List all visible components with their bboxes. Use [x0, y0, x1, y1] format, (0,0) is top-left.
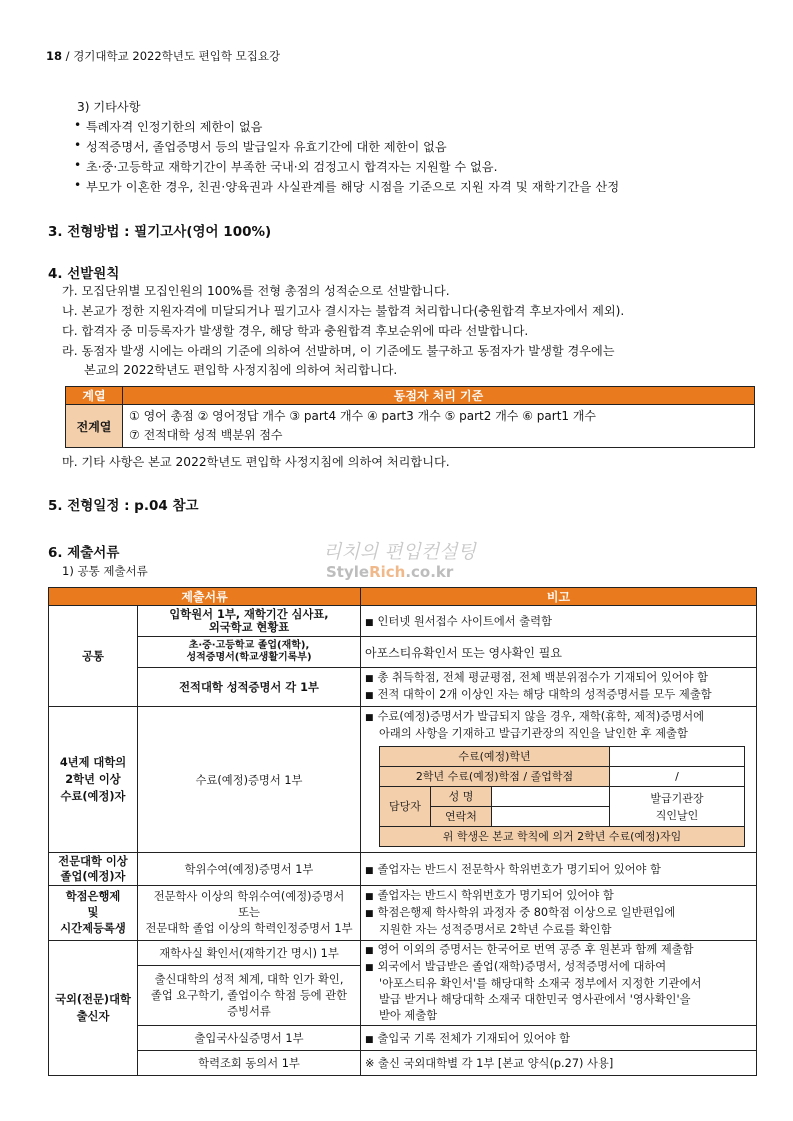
- col-remarks: 비고: [361, 588, 757, 606]
- doc-credit-bank: 전문학사 이상의 학위수여(예정)증명서 또는 전문대학 졸업 이상의 학력인정증명서 1부: [138, 886, 361, 941]
- form-credits: 2학년 수료(예정)학점 / 졸업학점: [380, 767, 610, 787]
- note-credit-bank: ■ 졸업자는 반드시 학위번호가 명기되어 있어야 함 ■ 학점은행제 학사학위 과정자 중 80학점 이상으로 일반편입에 지원한 자는 성적증명서로 2학년 수료를 확인함: [361, 886, 757, 941]
- doc-immigration-cert: 출입국사실증명서 1부: [138, 1026, 361, 1051]
- note-immigration-cert: ■ 출입국 기록 전체가 기재되어 있어야 함: [361, 1026, 757, 1051]
- form-statement: 위 학생은 본교 학칙에 의거 2학년 수료(예정)자임: [380, 827, 745, 847]
- category-common: 공통: [49, 606, 138, 707]
- criteria-cell: [123, 405, 755, 448]
- tie-break-table: [65, 386, 755, 448]
- section-3-title: 3. 전형방법 : 필기고사(영어 100%): [48, 224, 272, 240]
- doc-prev-transcript: 전적대학 성적증명서 각 1부: [138, 668, 361, 707]
- form-seal: 발급기관장 직인날인: [610, 787, 745, 827]
- other-item-4: • 부모가 이혼한 경우, 친권·양육권과 사실관계를 해당 시점을 기준으로 지원 자격 및 재학기간을 산정: [86, 178, 619, 195]
- completion-form-table: [379, 746, 745, 847]
- sec4-item-da: 다. 합격자 중 미등록자가 발생할 경우, 해당 학과 충원합격 후보순위에 따라 선발합니다.: [62, 324, 529, 338]
- doc-application: 입학원서 1부, 재학기간 심사표, 외국학교 현황표: [138, 606, 361, 637]
- note-foreign-docs: ■ 영어 이외의 증명서는 한국어로 번역 공증 후 원본과 함께 제출함 ■ 외국에서 발급받은 졸업(재학)증명서, 성적증명서에 대하여 '아포스티유 확인서'를 해당대학 소재국 정부에서 지정한 기관에서 발급 받거나 해당대학 소재국 대한민국 영사관에서 '영사확인'을 받아 제출함: [361, 941, 757, 1026]
- section-6-title: 6. 제출서류: [48, 545, 120, 561]
- doc-degree-cert: 학위수여(예정)증명서 1부: [138, 853, 361, 886]
- form-name: 성 명: [431, 787, 492, 807]
- sec4-item-na: 나. 본교가 정한 지원자격에 미달되거나 필기고사 결시자는 불합격 처리합니다(충원합격 후보자에서 제외).: [62, 304, 625, 318]
- other-item-1: • 특례자격 인정기한의 제한이 없음: [86, 118, 262, 135]
- page-number: 18: [46, 49, 63, 63]
- col-criteria: 동점자 처리 기준: [123, 387, 755, 405]
- category-junior-college: 전문대학 이상 졸업(예정)자: [49, 853, 138, 886]
- note-prev-transcript: ■ 총 취득학점, 전체 평균평점, 전체 백분위점수가 기재되어 있어야 함 ■ 전적 대학이 2개 이상인 자는 해당 대학의 성적증명서를 모두 제출함: [361, 668, 757, 707]
- category-foreign: 국외(전문)대학 출신자: [49, 941, 138, 1076]
- page-header: [46, 48, 280, 64]
- doc-school-records: 초·중·고등학교 졸업(재학), 성적증명서(학교생활기록부): [138, 637, 361, 668]
- col-field: 계열: [66, 387, 123, 405]
- note-consent-form: ※ 출신 국외대학별 각 1부 [본교 양식(p.27) 사용]: [361, 1051, 757, 1076]
- watermark-text: 리치의 편입컨설팅: [323, 541, 476, 563]
- section-4-title: 4. 선발원칙: [48, 266, 120, 282]
- doc-university-proof: 출신대학의 성적 체계, 대학 인가 확인, 졸업 요구학기, 졸업이수 학점 등에 관한 증빙서류: [138, 966, 361, 1026]
- criteria-line-2: ⑦ 전적대학 성적 백분위 점수: [129, 428, 283, 442]
- section-5-title: 5. 전형일정 : p.04 참고: [48, 498, 199, 514]
- header-separator: /: [65, 49, 70, 63]
- other-heading: 3) 기타사항: [77, 100, 141, 114]
- col-documents: 제출서류: [49, 588, 361, 606]
- form-contact: 연락처: [431, 807, 492, 827]
- documents-table: [48, 587, 757, 1076]
- other-item-2: • 성적증명서, 졸업증명서 등의 발급일자 유효기간에 대한 제한이 없음: [86, 138, 447, 155]
- category-credit-bank: 학점은행제 및 시간제등록생: [49, 886, 138, 941]
- sec4-item-ga: 가. 모집단위별 모집인원의 100%를 전형 총점의 성적순으로 선발합니다.: [62, 284, 450, 298]
- sec4-item-ma: 마. 기타 사항은 본교 2022학년도 편입학 사정지침에 의하여 처리합니다.: [62, 455, 450, 469]
- watermark-domain: StyleRich.co.kr: [326, 563, 454, 581]
- note-completion-cert: ■ 수료(예정)증명서가 발급되지 않을 경우, 재학(휴학, 제적)증명서에 아래의 사항을 기재하고 발급기관장의 직인을 날인한 후 제출함 수료(예정)학년 2학년 수료(예정)학점 / 졸업학점 / 담당자 성 명 발급기관장 직인날인 연락처 위 학생은 본교 학칙에 의거 2학년 수료(예정)자임: [361, 707, 757, 853]
- sec4-item-ra-cont: 본교의 2022학년도 편입학 사정지침에 의하여 처리합니다.: [84, 363, 398, 377]
- form-staff: 담당자: [380, 787, 431, 827]
- doc-consent-form: 학력조회 동의서 1부: [138, 1051, 361, 1076]
- category-four-year: 4년제 대학의 2학년 이상 수료(예정)자: [49, 707, 138, 853]
- header-title: 경기대학교 2022학년도 편입학 모집요강: [73, 49, 281, 63]
- sec6-sub: 1) 공통 제출서류: [62, 564, 148, 578]
- sec4-item-ra: 라. 동점자 발생 시에는 아래의 기준에 의하여 선발하며, 이 기준에도 불구하고 동점자가 발생할 경우에는: [62, 344, 615, 358]
- criteria-line-1: ① 영어 총점 ② 영어정답 개수 ③ part4 개수 ④ part3 개수 ⑤ part2 개수 ⑥ part1 개수: [129, 409, 597, 423]
- note-degree-cert: ■ 졸업자는 반드시 전문학사 학위번호가 명기되어 있어야 함: [361, 853, 757, 886]
- doc-enrollment-confirm: 재학사실 확인서(재학기간 명시) 1부: [138, 941, 361, 966]
- other-item-3: • 초·중·고등학교 재학기간이 부족한 국내·외 검정고시 합격자는 지원할 수 없음.: [86, 158, 497, 175]
- form-grade: 수료(예정)학년: [380, 747, 610, 767]
- row-label-all: 전계열: [66, 405, 123, 448]
- note-application: ■ 인터넷 원서접수 사이트에서 출력함: [361, 606, 757, 637]
- form-credits-value: /: [610, 767, 745, 787]
- note-school-records: 아포스티유확인서 또는 영사확인 필요: [361, 637, 757, 668]
- doc-completion-cert: 수료(예정)증명서 1부: [138, 707, 361, 853]
